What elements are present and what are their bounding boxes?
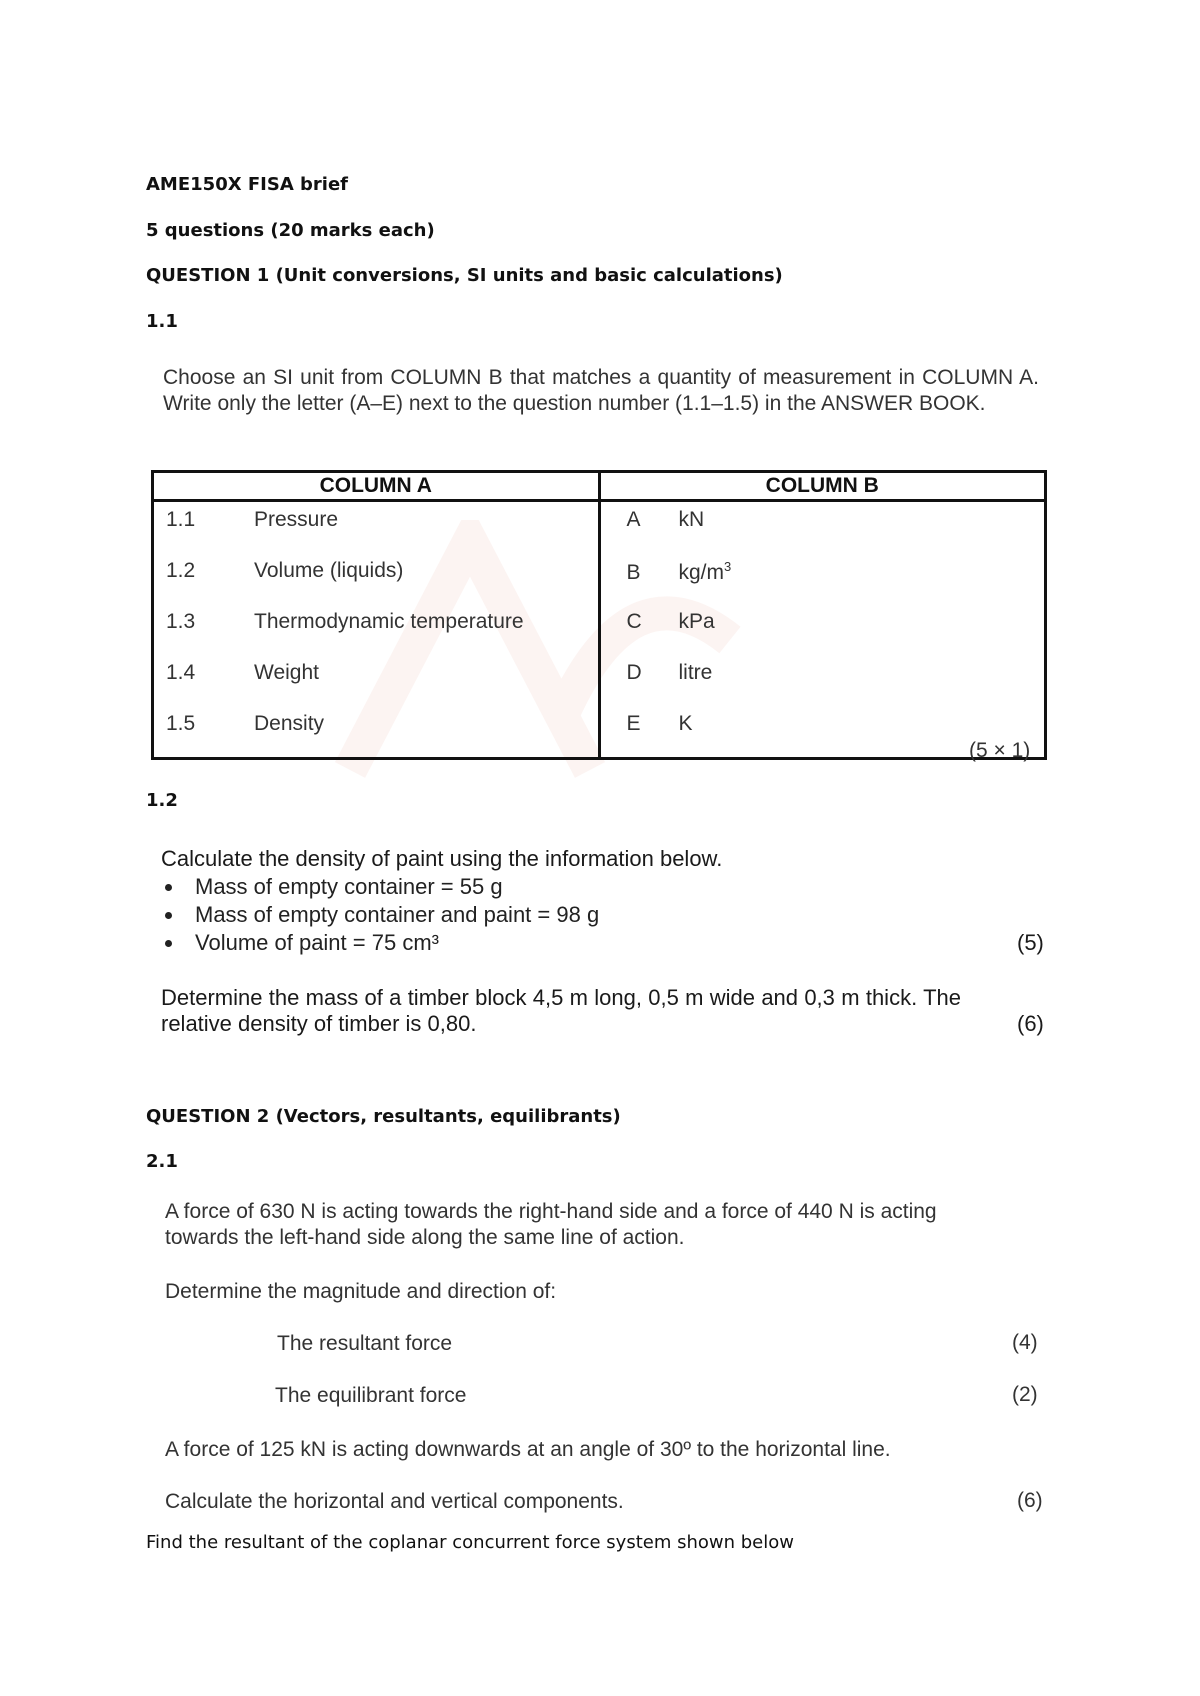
subquestion-2-1-label: 2.1 [146, 1151, 178, 1172]
document-subtitle: 5 questions (20 marks each) [146, 220, 435, 241]
density-intro: Calculate the density of paint using the information below. [161, 846, 723, 871]
resultant-system-instruction: Find the resultant of the coplanar concurrent force system shown below [146, 1532, 794, 1553]
row-quantity: Density [254, 712, 325, 735]
bullet-icon [165, 940, 172, 947]
unit-base: kg/m [678, 561, 725, 584]
table-row [153, 501, 1046, 554]
row-number: 1.4 [166, 661, 196, 684]
question-2-heading: QUESTION 2 (Vectors, resultants, equilibrants) [146, 1106, 621, 1127]
components-instruction: Calculate the horizontal and vertical components. [165, 1490, 624, 1513]
timber-question: Determine the mass of a timber block 4,5 m long, 0,5 m wide and 0,3 m thick. The relative density of timber is 0,80. [161, 985, 961, 1036]
table-row [153, 706, 1046, 759]
table-row [153, 553, 1046, 604]
row-unit: kN [678, 508, 705, 531]
row-unit [679, 553, 732, 585]
row-quantity: Weight [254, 661, 319, 684]
table-row [153, 655, 1046, 706]
unit-superscript: 3 [724, 559, 732, 574]
determine-instruction: Determine the magnitude and direction of: [165, 1280, 557, 1303]
timber-marks: (6) [1017, 1011, 1044, 1036]
list-item: Mass of empty container and paint = 98 g [161, 901, 1021, 929]
row-quantity: Pressure [254, 508, 339, 531]
row-number: 1.3 [166, 610, 196, 633]
row-number: 1.5 [166, 712, 196, 735]
column-b-header: COLUMN B [599, 472, 1046, 501]
row-unit: K [678, 712, 693, 735]
row-quantity: Volume (liquids) [254, 559, 404, 582]
row-quantity: Thermodynamic temperature [254, 610, 524, 633]
document-title: AME150X FISA brief [146, 174, 348, 195]
angle-force-description: A force of 125 kN is acting downwards at an angle of 30º to the horizontal line. [165, 1438, 891, 1461]
resultant-marks: (4) [1012, 1331, 1038, 1354]
row-letter: B [626, 561, 641, 584]
column-a-header: COLUMN A [153, 472, 600, 501]
density-marks: (5) [1017, 930, 1044, 955]
row-letter: A [626, 508, 641, 531]
force-description: A force of 630 N is acting towards the right-hand side and a force of 440 N is acting towards the left-hand side along the same line of action. [165, 1200, 937, 1249]
equilibrant-marks: (2) [1012, 1383, 1038, 1406]
bullet-icon [165, 884, 172, 891]
list-item: Mass of empty container = 55 g [161, 873, 1021, 901]
row-unit: litre [678, 661, 713, 684]
components-marks: (6) [1017, 1489, 1043, 1512]
matching-table [151, 470, 1047, 760]
row-letter: E [626, 712, 641, 735]
row-letter: C [626, 610, 642, 633]
question-1-heading: QUESTION 1 (Unit conversions, SI units and basic calculations) [146, 265, 783, 286]
list-item: Volume of paint = 75 cm³ [161, 929, 1021, 957]
row-number: 1.1 [166, 508, 196, 531]
question-1-1-instruction: Choose an SI unit from COLUMN B that matches a quantity of measurement in COLUMN A. Write only the letter (A–E) next to the question number (1.1–1.5) in the ANSWER BOOK. [163, 366, 1039, 415]
resultant-force-item: The resultant force [277, 1332, 453, 1355]
row-letter: D [626, 661, 642, 684]
subquestion-1-1-label: 1.1 [146, 311, 178, 332]
row-number: 1.2 [166, 559, 196, 582]
density-data-list [161, 873, 1021, 957]
table-row [153, 604, 1046, 655]
equilibrant-force-item: The equilibrant force [275, 1384, 467, 1407]
row-unit: kPa [678, 610, 715, 633]
table-marks: (5 × 1) [969, 739, 1031, 762]
bullet-icon [165, 912, 172, 919]
subquestion-1-2-label: 1.2 [146, 790, 178, 811]
